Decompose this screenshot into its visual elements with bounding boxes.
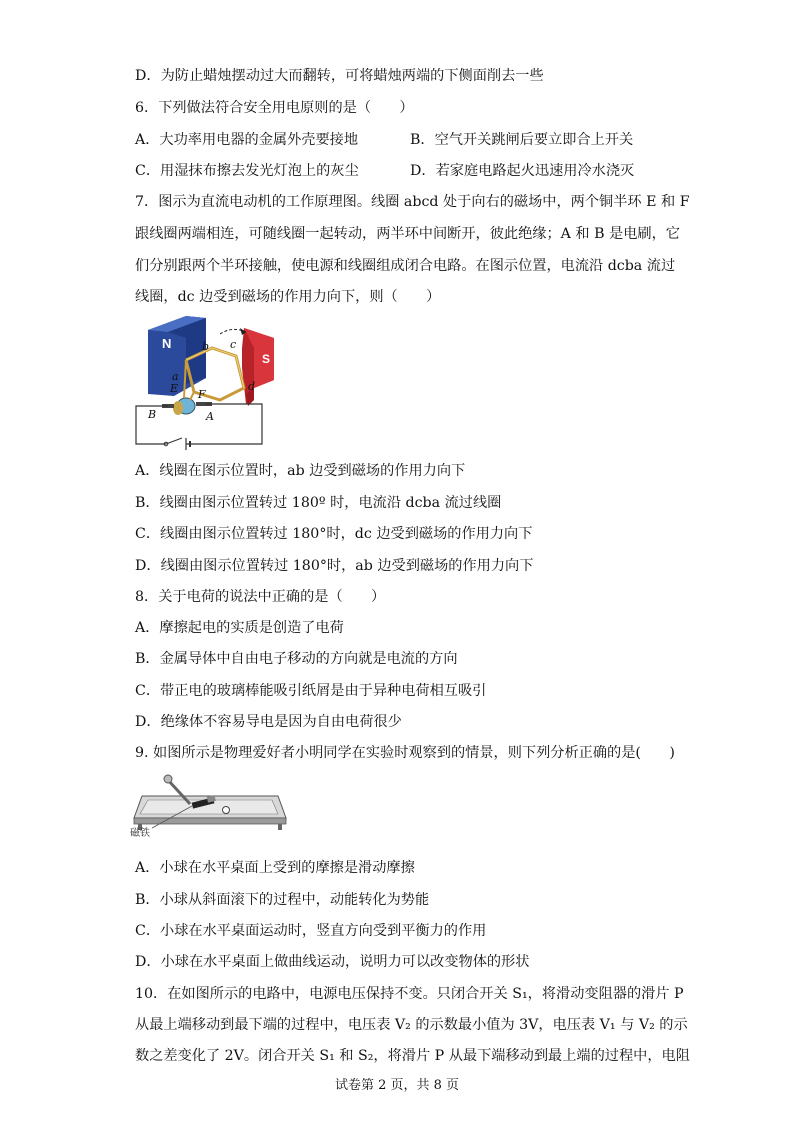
page-footer: 试卷第 2 页，共 8 页 (334, 1078, 460, 1093)
q7-option-c: C．线圈由图示位置转过 180°时，dc 边受到磁场的作用力向下 (135, 526, 533, 542)
svg-text:A: A (206, 410, 214, 423)
q8-stem: 8．关于电荷的说法中正确的是（ ） (135, 589, 386, 605)
q9-option-b: B．小球从斜面滚下的过程中，动能转化为势能 (135, 892, 430, 908)
q7-stem-line4: 线圈，dc 边受到磁场的作用力向下，则（ ） (135, 289, 441, 305)
svg-text:F: F (198, 388, 206, 401)
svg-text:b: b (202, 340, 210, 353)
q9-option-d: D．小球在水平桌面上做曲线运动，说明力可以改变物体的形状 (135, 954, 530, 970)
magnet-label: 磁铁 (130, 828, 150, 839)
q9-stem: 9. 如图所示是物理爱好者小明同学在实验时观察到的情景，则下列分析正确的是( ) (135, 745, 675, 761)
q7-stem-line3: 们分别跟两个半环接触，使电源和线圈组成闭合电路。在图示位置，电流沿 dcba 流过 (135, 258, 676, 274)
svg-text:c: c (230, 338, 237, 351)
q8-option-d: D．绝缘体不容易导电是因为自由电荷很少 (135, 714, 402, 730)
s-label: S (262, 352, 271, 366)
q7-option-a: A．线圈在图示位置时，ab 边受到磁场的作用力向下 (135, 463, 466, 479)
q7-stem-line1: 7．图示为直流电动机的工作原理图。线圈 abcd 处于向右的磁场中，两个铜半环 E 和 F (135, 194, 690, 210)
q6-option-b: B．空气开关跳闸后要立即合上开关 (410, 132, 634, 148)
q8-option-b: B．金属导体中自由电子移动的方向就是电流的方向 (135, 651, 458, 667)
ball (223, 807, 230, 814)
q10-stem-line3: 数之差变化了 2V。闭合开关 S₁ 和 S₂，将滑片 P 从最下端移动到最上端的过程中，电阻 (135, 1048, 690, 1064)
q6-option-a: A．大功率用电器的金属外壳要接地 (135, 132, 359, 148)
q7-option-d: D．线圈由图示位置转过 180°时，ab 边受到磁场的作用力向下 (135, 558, 534, 574)
svg-text:d: d (248, 380, 256, 393)
q6-option-c: C．用湿抹布擦去发光灯泡上的灰尘 (135, 163, 359, 179)
q9-option-c: C．小球在水平桌面运动时，竖直方向受到平衡力的作用 (135, 923, 487, 939)
svg-text:B: B (148, 408, 157, 421)
q6-stem: 6．下列做法符合安全用电原则的是（ ） (135, 100, 414, 116)
q10-stem-line1: 10．在如图所示的电路中，电源电压保持不变。只闭合开关 S₁，将滑动变阻器的滑片 P (135, 986, 684, 1002)
ball-magnet-figure (128, 770, 288, 842)
q8-option-c: C．带正电的玻璃棒能吸引纸屑是由于异种电荷相互吸引 (135, 683, 487, 699)
q6-option-d: D．若家庭电路起火迅速用冷水浇灭 (410, 163, 635, 179)
q8-option-a: A．摩擦起电的实质是创造了电荷 (135, 620, 344, 636)
q5-option-d: D．为防止蜡烛摆动过大而翻转，可将蜡烛两端的下侧面削去一些 (135, 68, 544, 84)
svg-text:a: a (172, 370, 179, 383)
q7-stem-line2: 跟线圈两端相连，可随线圈一起转动，两半环中间断开，彼此绝缘；A 和 B 是电刷，它 (135, 226, 680, 242)
q10-stem-line2: 从最上端移动到最下端的过程中，电压表 V₂ 的示数最小值为 3V，电压表 V₁ 与 V₂ 的示 (135, 1017, 688, 1033)
q7-option-b: B．线圈由图示位置转过 180º 时，电流沿 dcba 流过线圈 (135, 495, 502, 511)
n-label: N (162, 336, 172, 351)
q9-option-a: A．小球在水平桌面上受到的摩擦是滑动摩擦 (135, 860, 415, 876)
svg-text:E: E (170, 382, 179, 395)
ball-at-top (164, 775, 172, 783)
motor-figure (126, 308, 276, 458)
